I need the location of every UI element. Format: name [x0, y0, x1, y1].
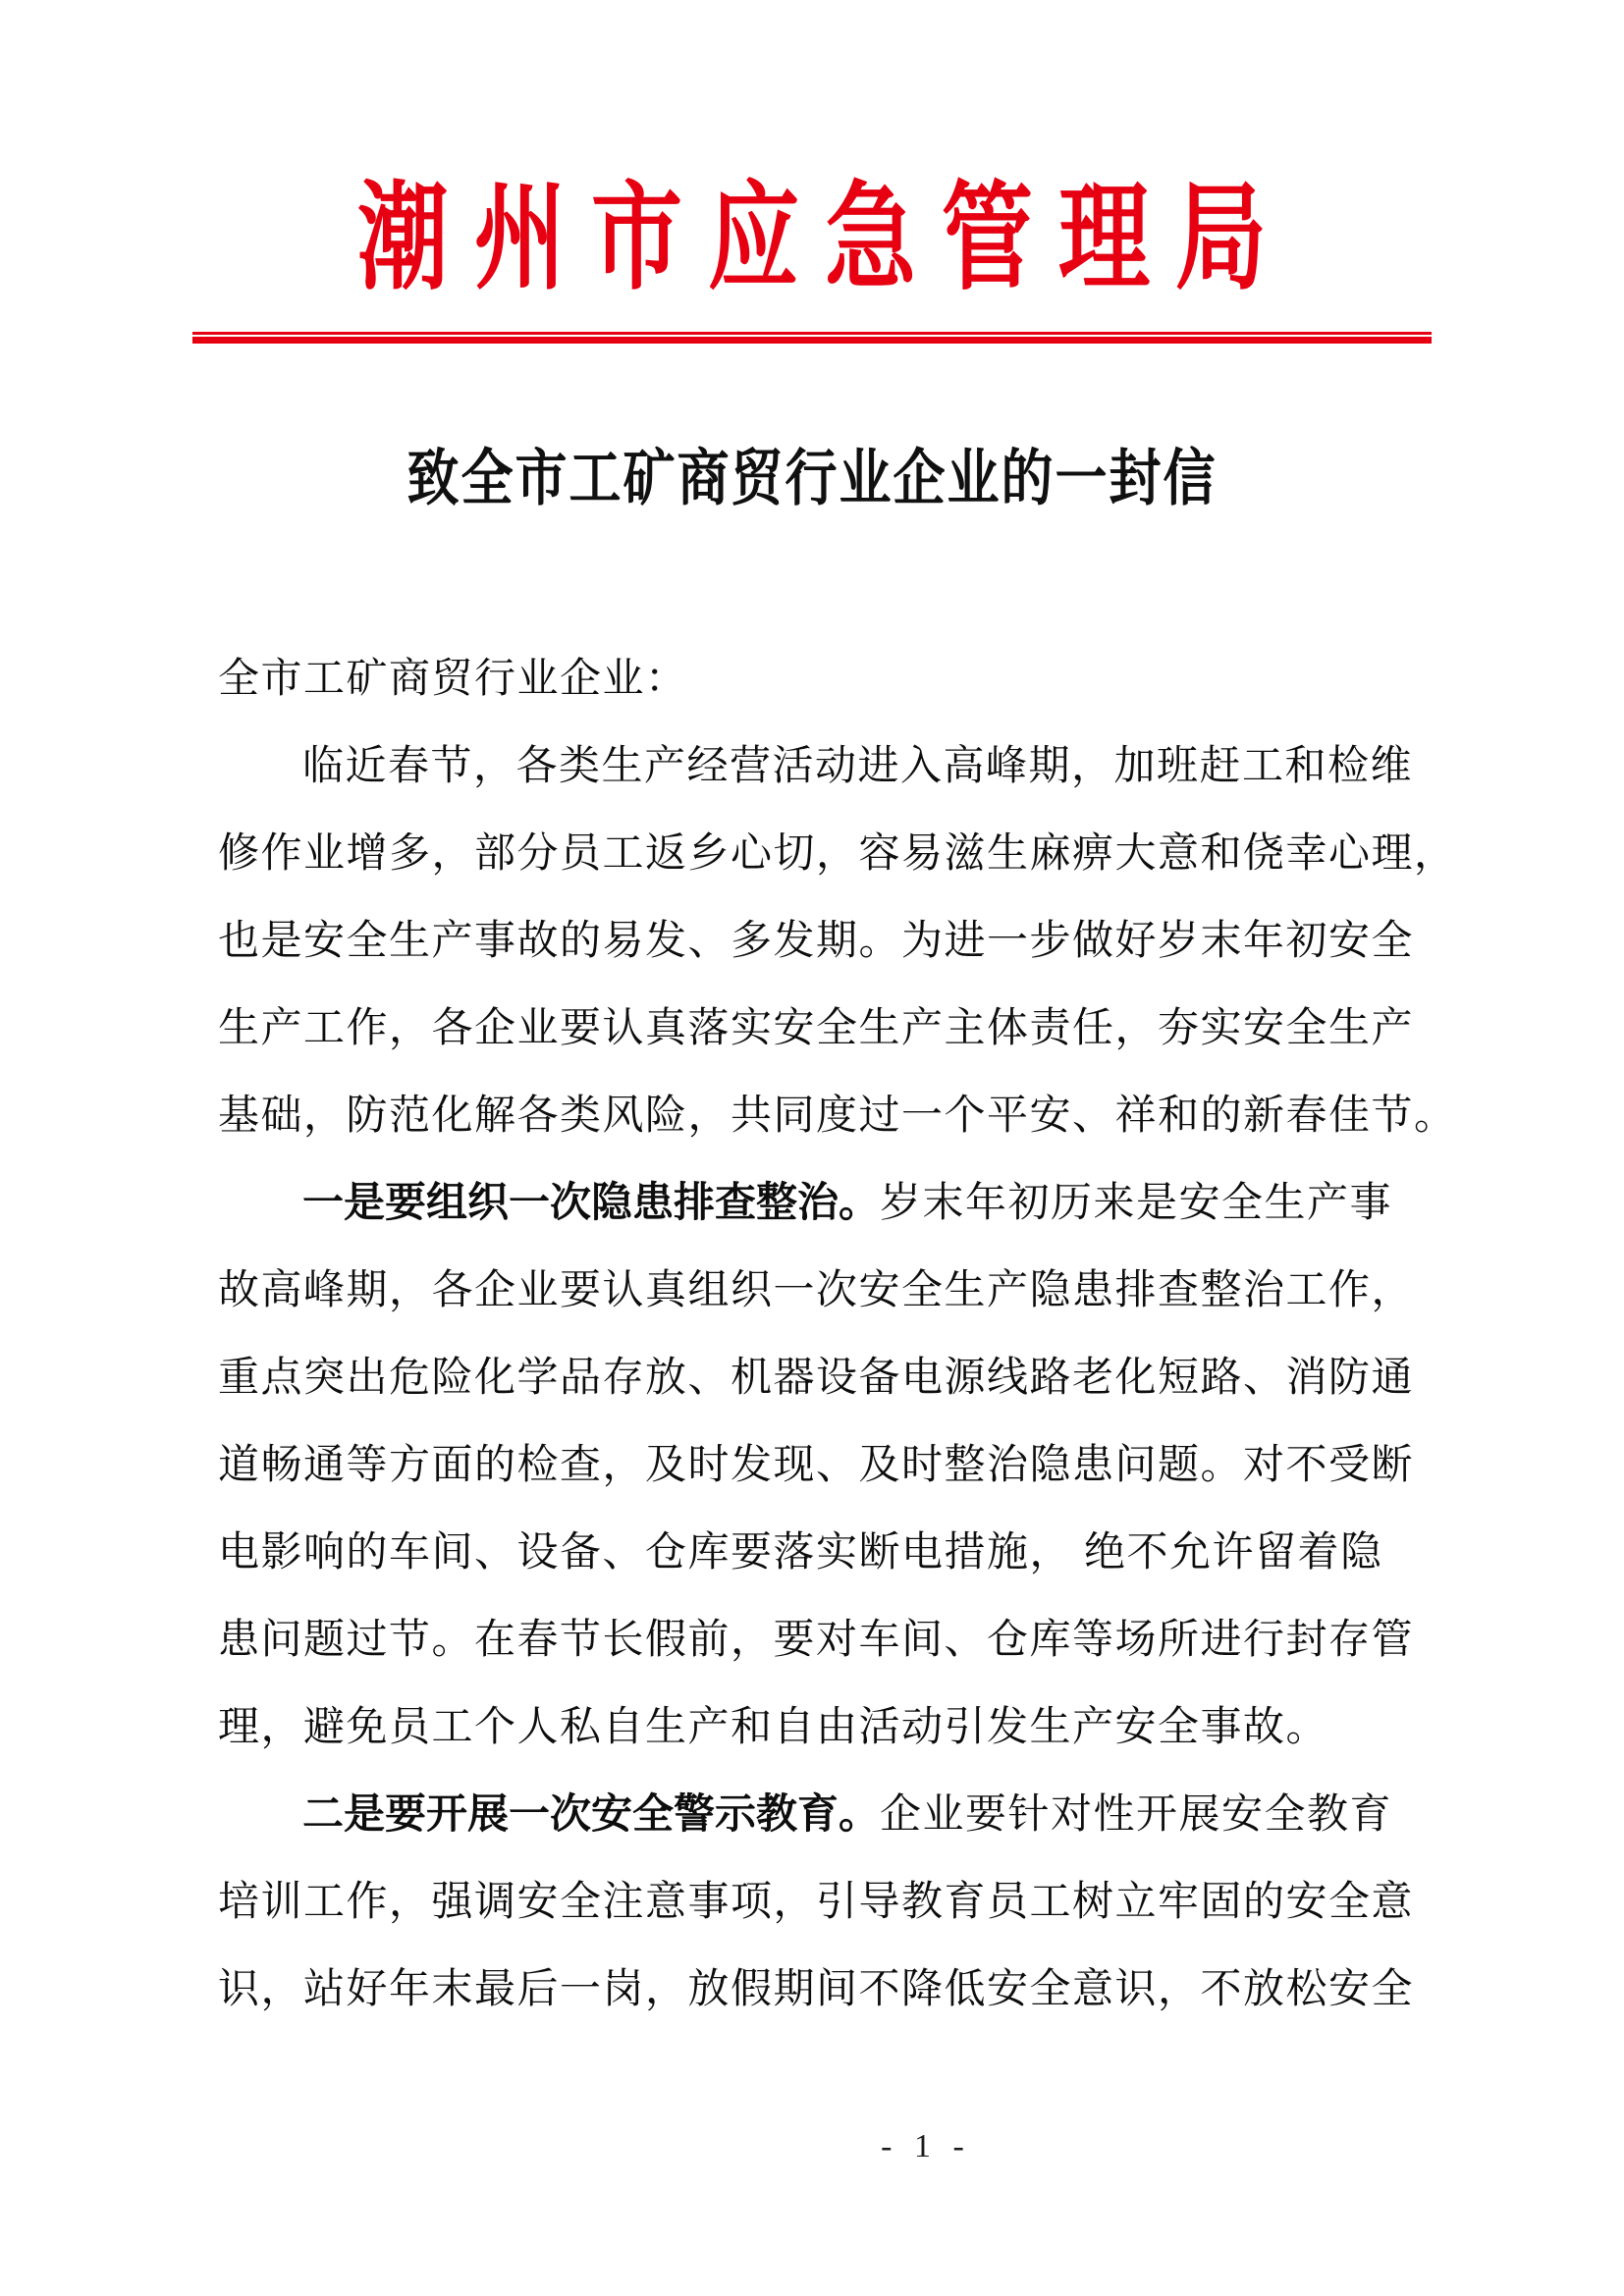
body-line: 理，避免员工个人私自生产和自由活动引发生产安全事故。: [218, 1705, 1329, 1750]
masthead-divider-rule: [192, 332, 1432, 344]
issuing-organization: 潮州市应急管理局: [357, 175, 1292, 304]
document-title: 致全市工矿商贸行业企业的一封信: [406, 446, 1218, 513]
paragraph-point-two: [218, 1772, 1426, 2034]
paragraph-intro: [218, 723, 1457, 1160]
body-line: 患问题过节。在春节长假前，要对车间、仓库等场所进行封存管: [218, 1618, 1415, 1663]
body-line-with-lead: [218, 1772, 1426, 1859]
point-one-heading: 一是要组织一次隐患排查整治。: [302, 1181, 881, 1226]
body-line: 生产工作，各企业要认真落实安全生产主体责任，夯实安全生产: [218, 1006, 1415, 1051]
point-two-heading: 二是要开展一次安全警示教育。: [302, 1792, 881, 1838]
body-line: 道畅通等方面的检查，及时发现、及时整治隐患问题。对不受断: [218, 1443, 1415, 1488]
body-line: 识，站好年末最后一岗，放假期间不降低安全意识，不放松安全: [218, 1967, 1415, 2012]
body-line: 重点突出危险化学品存放、机器设备电源线路老化短路、消防通: [218, 1356, 1415, 1401]
body-line: 电影响的车间、设备、仓库要落实断电措施， 绝不允许留着隐: [218, 1530, 1383, 1575]
point-two-lead-rest: 企业要针对性开展安全教育: [880, 1792, 1393, 1838]
page-number: - 1 -: [881, 2128, 971, 2164]
page-number-container: [0, 2128, 1624, 2165]
document-body: [218, 636, 1457, 2034]
point-one-lead-rest: 岁末年初历来是安全生产事: [880, 1181, 1393, 1226]
body-line: 培训工作，强调安全注意事项，引导教育员工树立牢固的安全意: [218, 1880, 1415, 1925]
body-line: 也是安全生产事故的易发、多发期。为进一步做好岁末年初安全: [218, 919, 1415, 964]
paragraph-point-one: [218, 1160, 1426, 1772]
body-line: 修作业增多，部分员工返乡心切，容易滋生麻痹大意和侥幸心理，: [218, 831, 1457, 877]
masthead: [0, 175, 1624, 304]
body-line-with-lead: [218, 1160, 1426, 1248]
body-line: 临近春节，各类生产经营活动进入高峰期，加班赶工和检维: [302, 744, 1414, 789]
rule-thick-line: [192, 337, 1432, 344]
body-line: 基础，防范化解各类风险，共同度过一个平安、祥和的新春佳节。: [218, 1094, 1457, 1139]
body-line: 故高峰期，各企业要认真组织一次安全生产隐患排查整治工作，: [218, 1268, 1415, 1313]
salutation: 全市工矿商贸行业企业：: [218, 657, 688, 702]
